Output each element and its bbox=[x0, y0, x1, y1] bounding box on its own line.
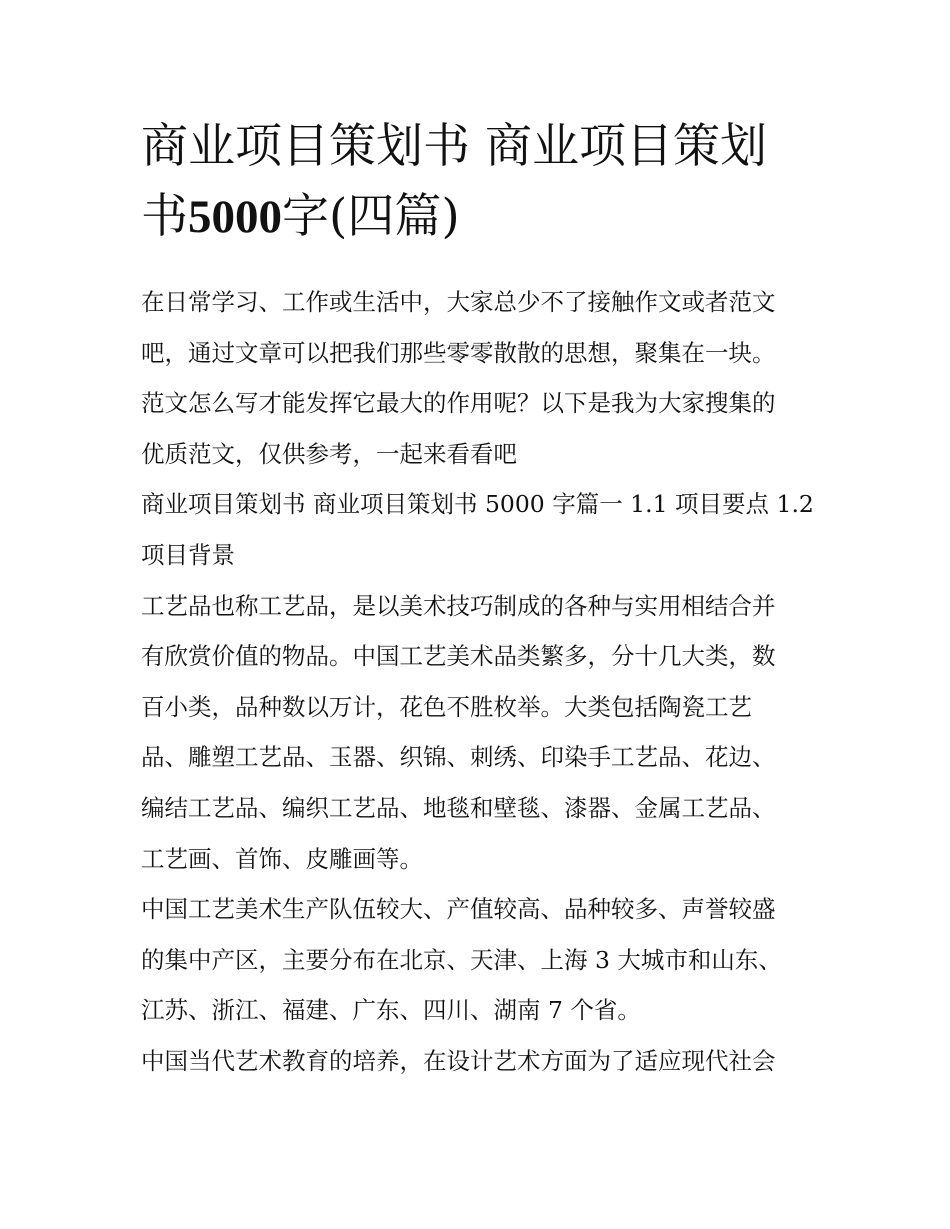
paragraph-line: 项目背景 bbox=[141, 540, 235, 569]
title-line-2-number: 5000 bbox=[188, 191, 282, 243]
paragraph-line: 百小类，品种数以万计，花色不胜枚举。大类包括陶瓷工艺 bbox=[141, 692, 752, 721]
paragraph-line: 中国当代艺术教育的培养，在设计艺术方面为了适应现代社会 bbox=[141, 1046, 776, 1075]
paragraph-line: 的集中产区，主要分布在北京、天津、上海 3 大城市和山东、 bbox=[141, 945, 782, 974]
paragraph-line: 范文怎么写才能发挥它最大的作用呢？以下是我为大家搜集的 bbox=[141, 389, 776, 418]
paragraph-line: 商业项目策划书 商业项目策划书 5000 字篇一 1.1 项目要点 1.2 bbox=[141, 490, 814, 519]
title-line-2-prefix: 书 bbox=[141, 189, 188, 244]
paragraph-line: 编结工艺品、编织工艺品、地毯和壁毯、漆器、金属工艺品、 bbox=[141, 793, 776, 822]
paragraph-intro bbox=[141, 277, 811, 479]
title-line-2-suffix: 字(四篇) bbox=[282, 189, 460, 244]
paragraph-line: 吧，通过文章可以把我们那些零零散散的思想，聚集在一块。 bbox=[141, 338, 776, 367]
document-title bbox=[141, 112, 811, 252]
paragraph-line: 江苏、浙江、福建、广东、四川、湖南 7 个省。 bbox=[141, 996, 641, 1025]
paragraph-section-heading bbox=[141, 479, 814, 580]
document-content bbox=[141, 112, 814, 1087]
paragraph-line: 中国工艺美术生产队伍较大、产值较高、品种较多、声誉较盛 bbox=[141, 895, 776, 924]
title-line-1: 商业项目策划书 商业项目策划 bbox=[141, 119, 767, 174]
paragraph-line: 品、雕塑工艺品、玉器、织锦、刺绣、印染手工艺品、花边、 bbox=[141, 743, 776, 772]
paragraph-line: 优质范文，仅供参考，一起来看看吧 bbox=[141, 439, 517, 468]
paragraph-line: 有欣赏价值的物品。中国工艺美术品类繁多，分十几大类，数 bbox=[141, 642, 776, 671]
paragraph-crafts-definition bbox=[141, 581, 811, 885]
paragraph-art-education bbox=[141, 1036, 811, 1087]
paragraph-line: 在日常学习、工作或生活中，大家总少不了接触作文或者范文 bbox=[141, 288, 776, 316]
paragraph-line: 工艺画、首饰、皮雕画等。 bbox=[141, 844, 423, 873]
paragraph-line: 工艺品也称工艺品，是以美术技巧制成的各种与实用相结合并 bbox=[141, 591, 776, 620]
paragraph-production-regions bbox=[141, 884, 811, 1036]
